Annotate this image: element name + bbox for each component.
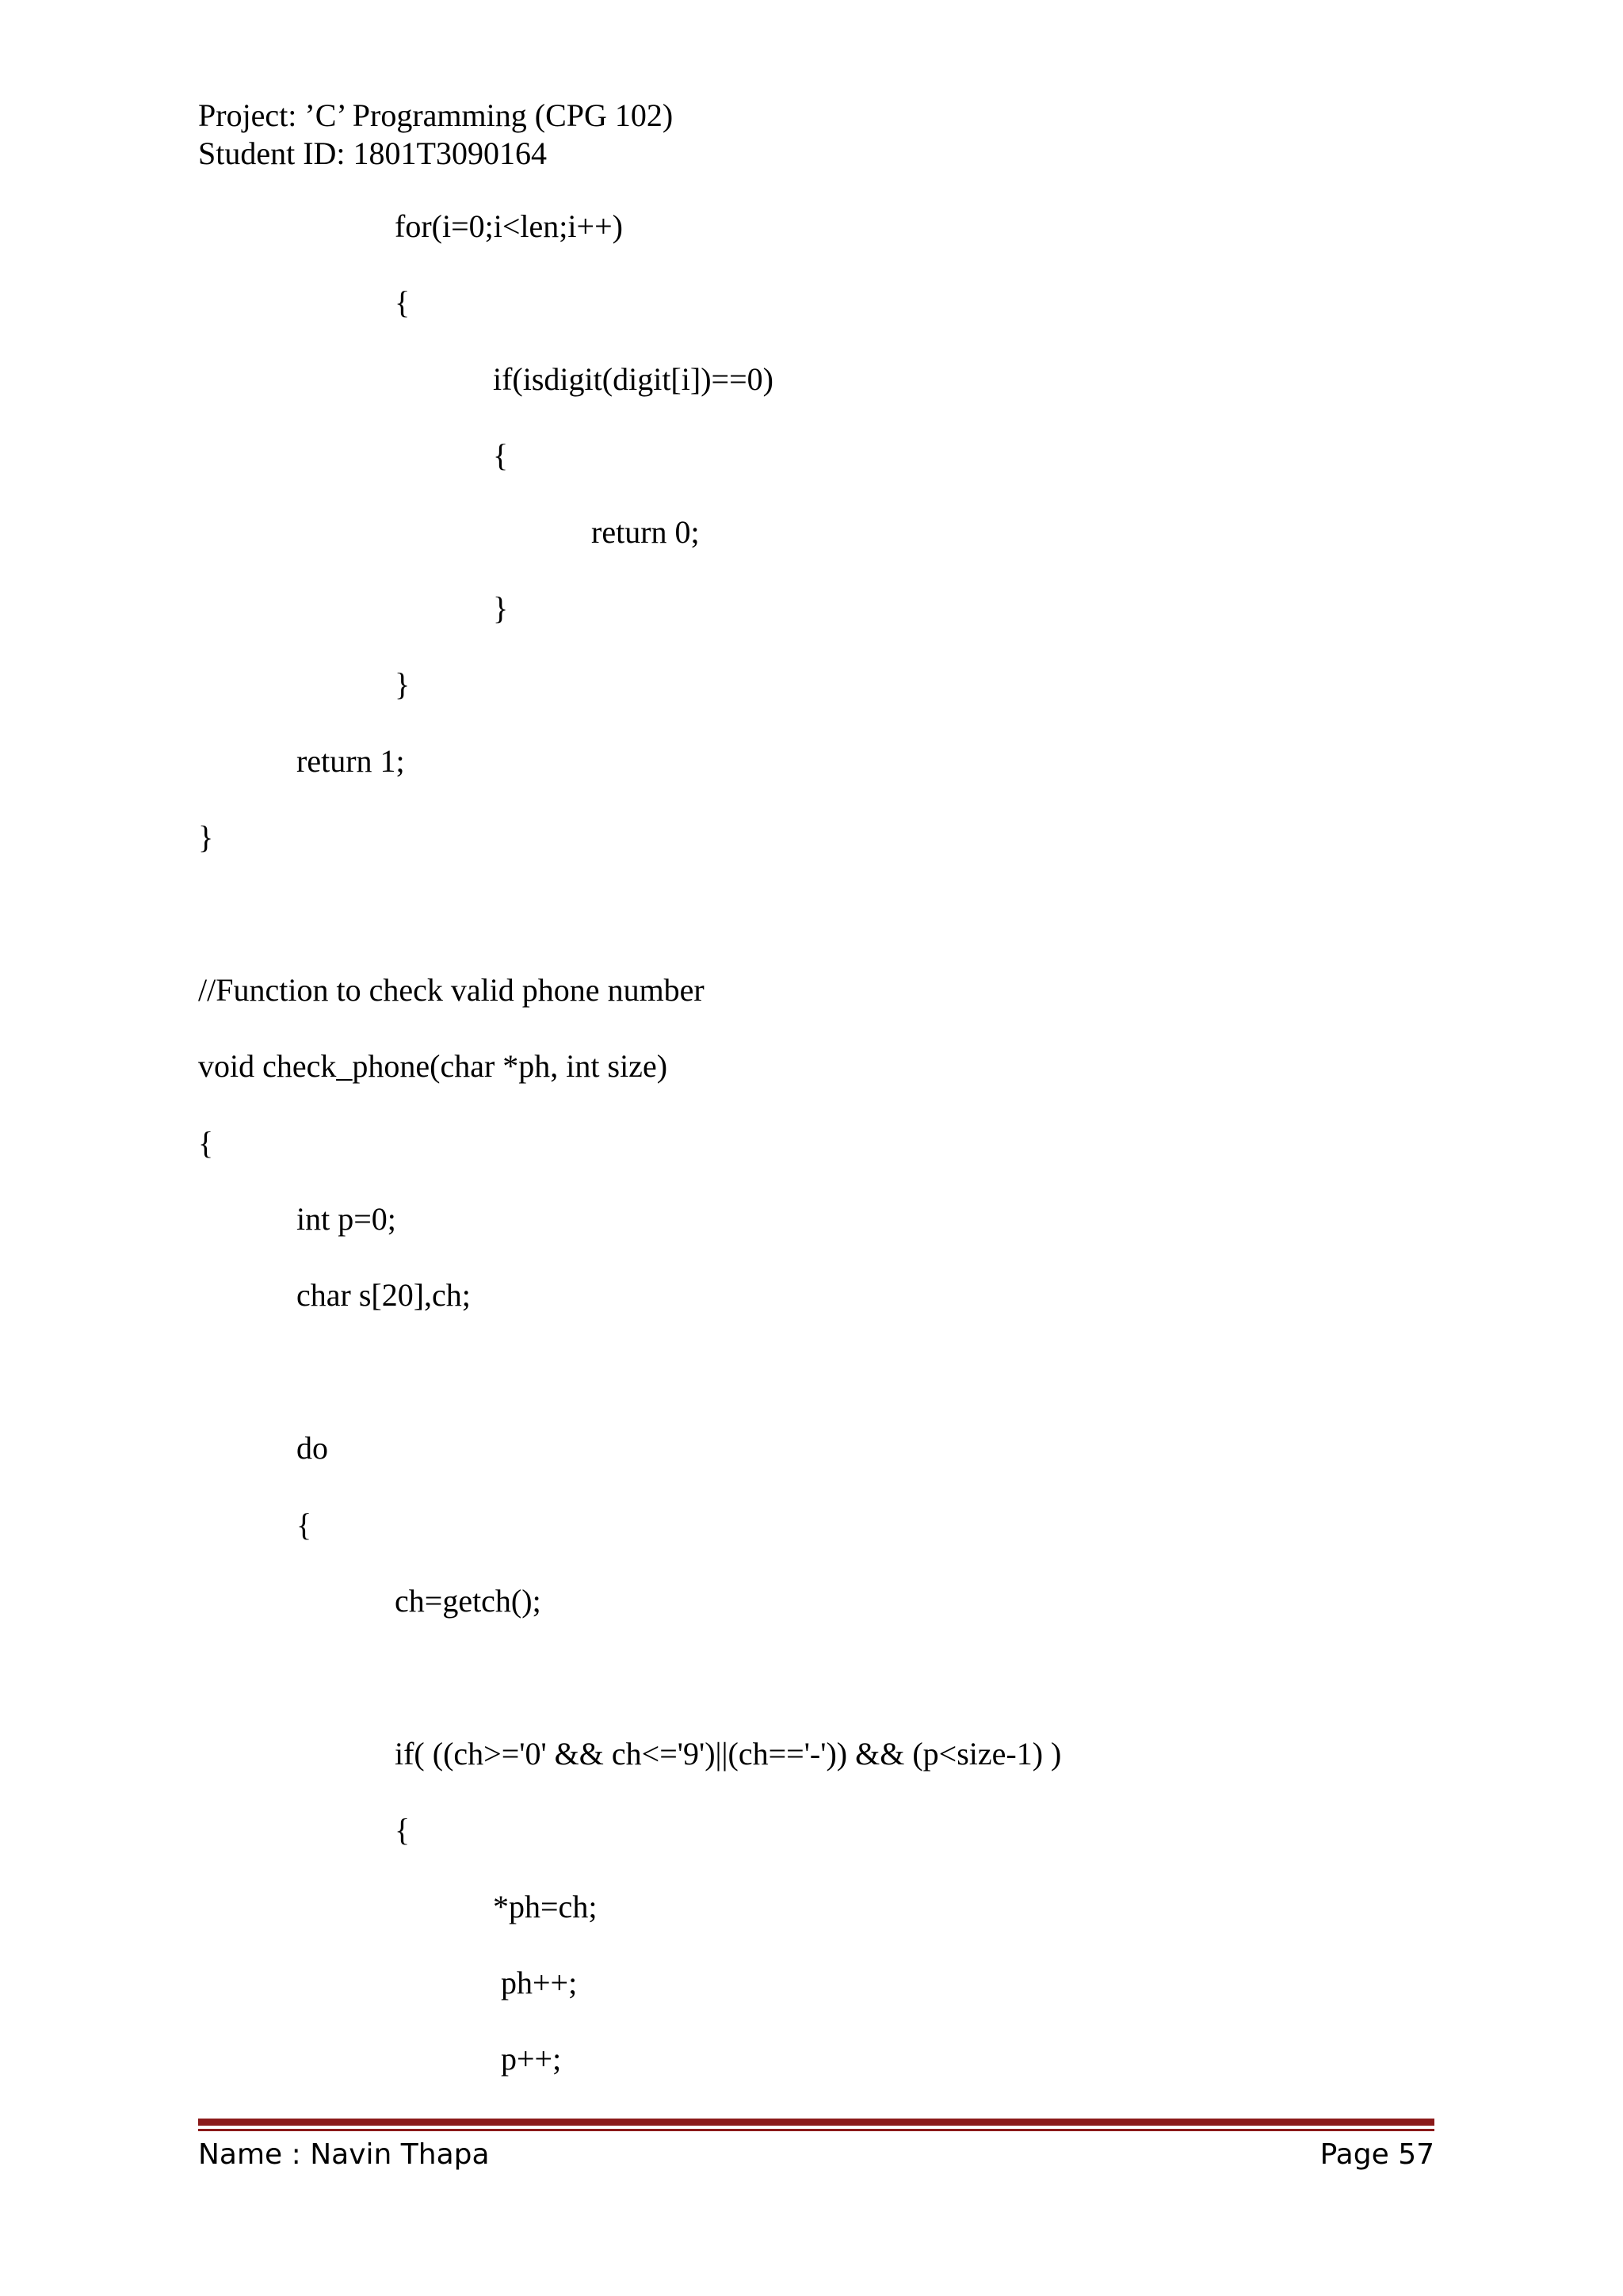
code-line: for(i=0;i<len;i++) — [395, 208, 623, 244]
code-line: void check_phone(char *ph, int size) — [198, 1048, 668, 1085]
page-footer — [198, 2133, 1434, 2177]
code-line: return 0; — [591, 513, 700, 550]
code-line: ch=getch(); — [395, 1583, 541, 1619]
footer-divider-thin — [198, 2129, 1434, 2131]
code-line: { — [198, 1124, 214, 1161]
student-id: Student ID: 1801T3090164 — [198, 135, 547, 171]
code-line: { — [493, 437, 509, 474]
code-line: int p=0; — [296, 1201, 396, 1238]
code-line: if(isdigit(digit[i])==0) — [493, 360, 773, 397]
project-title: Project: ’C’ Programming (CPG 102) — [198, 97, 674, 133]
code-line: if( ((ch>='0' && ch<='9')||(ch=='-')) && (p<size-1) ) — [395, 1735, 1062, 1772]
code-line: } — [395, 666, 411, 703]
footer-divider-thick — [198, 2119, 1434, 2126]
code-line — [198, 1658, 1061, 1734]
page-number: Page 57 — [1319, 2138, 1434, 2171]
code-line: { — [395, 284, 411, 321]
code-line: ph++; — [493, 1964, 578, 2000]
code-line: } — [493, 589, 509, 626]
code-line — [198, 1353, 1061, 1429]
code-line: p++; — [493, 2041, 562, 2077]
code-line: do — [296, 1430, 328, 1466]
code-line: *ph=ch; — [493, 1888, 598, 1924]
code-line: return 1; — [296, 742, 405, 779]
code-line — [198, 895, 1061, 971]
code-listing — [198, 208, 1061, 2117]
code-line: //Function to check valid phone number — [198, 971, 705, 1008]
author-name: Name : Navin Thapa — [198, 2138, 490, 2171]
code-line: char s[20],ch; — [296, 1277, 471, 1314]
code-line: } — [198, 819, 214, 856]
code-line: { — [395, 1812, 411, 1848]
code-line: { — [296, 1506, 312, 1543]
page-header — [198, 97, 673, 173]
